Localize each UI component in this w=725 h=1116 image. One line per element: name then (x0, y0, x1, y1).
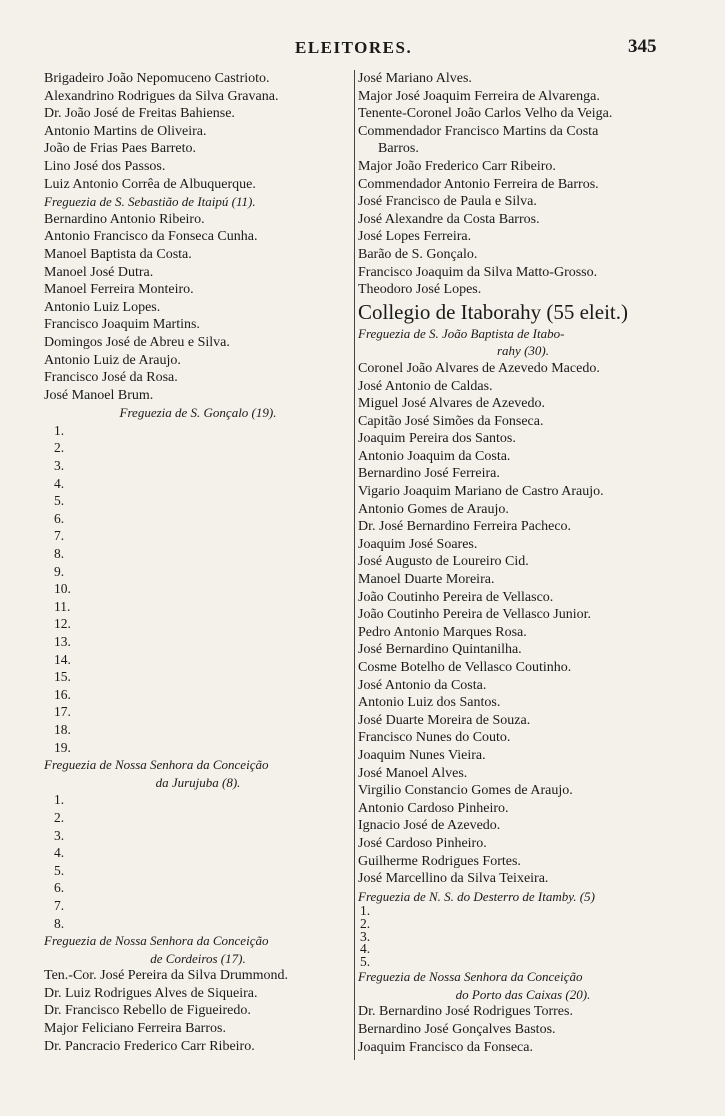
list-item: Major João Frederico Carr Ribeiro. (358, 158, 556, 174)
list-item: Bernardino Antonio Ribeiro. (44, 211, 205, 227)
list-item: Bernardino José Ferreira. (358, 466, 500, 482)
list-item: Joaquim Nunes Vieira. (358, 747, 486, 763)
list-number: 4. (360, 941, 371, 957)
list-number: 10. (54, 581, 71, 597)
section-heading-caixas: Freguezia de Nossa Senhora da Conceição (358, 969, 583, 985)
section-heading-cordeiros-cont: de Cordeiros (17). (150, 950, 246, 966)
list-item: José Mariano Alves. (358, 71, 472, 86)
list-item: Miguel José Alvares de Azevedo. (358, 396, 546, 412)
section-heading-cordeiros: Freguezia de Nossa Senhora da Conceição (44, 933, 269, 949)
list-item: Francisco José da Rosa. (44, 370, 178, 386)
list-number: 2. (54, 809, 65, 825)
list-item: Dr. Bernardino José Rodrigues Torres. (358, 1004, 573, 1020)
list-item: Guilherme Rodrigues Fortes. (358, 853, 521, 869)
list-item: Francisco Joaquim Martins. (44, 317, 200, 333)
list-item: José Alexandre da Costa Barros. (358, 211, 540, 227)
list-item: Domingos José de Abreu e Silva. (44, 334, 230, 350)
list-item: Dr. José Bernardino Ferreira Pacheco. (358, 519, 572, 535)
list-item: Pedro Antonio Marques Rosa. (358, 624, 527, 640)
list-item: Vigario Joaquim Mariano de Castro Araujo. (358, 484, 604, 500)
list-number: 15. (54, 669, 71, 685)
section-heading-jurujuba-cont: da Jurujuba (8). (155, 774, 241, 790)
list-item: João Coutinho Pereira de Vellasco. (358, 589, 554, 605)
section-heading-desterro: Freguezia de N. S. do Desterro de Itamby. (5) (358, 888, 595, 904)
list-number: 11. (54, 598, 71, 614)
list-item: José Francisco de Paula e Silva. (358, 194, 537, 210)
list-item: Capitão José Simões da Fonseca. (358, 413, 544, 429)
column-divider (354, 70, 355, 1060)
section-heading-caixas-cont: do Porto das Caixas (20). (455, 986, 591, 1002)
list-number: 13. (54, 634, 71, 649)
list-item: Antonio Martins de Oliveira. (44, 123, 207, 139)
list-item: Theodoro José Lopes. (358, 282, 482, 298)
list-item: Coronel João Alvares de Azevedo Macedo. (358, 360, 600, 376)
list-item: José Antonio de Caldas. (358, 378, 493, 394)
list-item: José Marcellino da Silva Teixeira. (358, 871, 549, 887)
list-item: Antonio Francisco da Fonseca Cunha. (44, 229, 258, 245)
list-item: Commendador Francisco Martins da Costa (358, 123, 599, 139)
list-item: Bernardino José Gonçalves Bastos. (358, 1022, 556, 1038)
section-heading-itaborahy-cont: rahy (30). (497, 343, 549, 359)
list-item: Barão de S. Gonçalo. (358, 246, 478, 262)
list-item: Antonio Cardoso Pinheiro. (358, 800, 509, 816)
list-number: 16. (54, 686, 71, 702)
list-item: Antonio Gomes de Araujo. (358, 501, 509, 517)
list-number: 2. (54, 440, 65, 456)
list-item: José Manoel Brum. (44, 387, 154, 403)
list-item: Commendador Antonio Ferreira de Barros. (358, 176, 599, 192)
list-number: 19. (54, 739, 71, 755)
list-number: 9. (54, 563, 65, 579)
list-item: Francisco Nunes do Couto. (358, 730, 511, 746)
list-item: Dr. Francisco Rebello de Figueiredo. (44, 1003, 251, 1019)
list-number: 6. (54, 510, 65, 526)
list-item: Manoel Ferreira Monteiro. (44, 282, 194, 298)
list-item: Ignacio José de Azevedo. (358, 818, 501, 834)
list-number: 3. (360, 928, 371, 944)
left-column (44, 70, 352, 1055)
list-number: 3. (54, 458, 65, 474)
list-number: 12. (54, 616, 71, 632)
list-number: 4. (54, 845, 65, 861)
list-item: Cosme Botelho de Vellasco Coutinho. (358, 660, 572, 675)
list-item: José Augusto de Loureiro Cid. (358, 554, 529, 570)
list-item: Virgilio Constancio Gomes de Araujo. (358, 783, 573, 799)
list-number: 4. (54, 475, 65, 491)
page-header (0, 36, 725, 64)
list-item: Joaquim Francisco da Fonseca. (358, 1039, 533, 1055)
list-item: Alexandrino Rodrigues da Silva Gravana. (44, 88, 279, 104)
list-item: Antonio Luiz dos Santos. (358, 695, 501, 711)
list-item: José Duarte Moreira de Souza. (358, 712, 531, 728)
list-number: 8. (54, 546, 65, 562)
list-item: Luiz Antonio Corrêa de Albuquerque. (44, 176, 256, 192)
list-item: José Bernardino Quintanilha. (358, 642, 522, 658)
list-item: Manoel Baptista da Costa. (44, 246, 192, 262)
page-number: 345 (628, 36, 657, 57)
list-item: Antonio Luiz de Araujo. (44, 352, 181, 368)
list-item: Dr. João José de Freitas Bahiense. (44, 106, 235, 122)
list-item: Manoel José Dutra. (44, 264, 154, 280)
list-number: 5. (360, 953, 371, 969)
list-item: Major Feliciano Ferreira Barros. (44, 1021, 226, 1037)
list-item: José Lopes Ferreira. (358, 229, 472, 245)
list-item: Manoel Duarte Moreira. (358, 572, 495, 588)
list-item: Brigadeiro João Nepomuceno Castrioto. (44, 71, 270, 86)
list-item: José Antonio da Costa. (358, 677, 487, 693)
list-number: 1. (54, 792, 65, 808)
list-number: 5. (54, 493, 65, 509)
list-item: Antonio Joaquim da Costa. (358, 448, 511, 464)
list-item: Dr. Luiz Rodrigues Alves de Siqueira. (44, 985, 258, 1001)
list-item: João Coutinho Pereira de Vellasco Junior. (358, 607, 592, 623)
section-heading-itaipu: Freguezia de S. Sebastião de Itaipú (11). (44, 194, 256, 210)
list-number: 2. (360, 915, 371, 931)
list-number: 6. (54, 880, 65, 896)
list-item: Francisco Joaquim da Silva Matto-Grosso. (358, 264, 598, 280)
list-item: Antonio Luiz Lopes. (44, 299, 161, 315)
list-item: Dr. Pancracio Frederico Carr Ribeiro. (44, 1038, 255, 1054)
list-item: Tenente-Coronel João Carlos Velho da Veiga. (358, 106, 613, 122)
college-heading: Collegio de Itaborahy (55 eleit.) (358, 299, 628, 324)
list-item: Ten.-Cor. José Pereira da Silva Drummond. (44, 968, 288, 984)
list-number: 3. (54, 827, 65, 843)
list-number: 18. (54, 721, 71, 737)
list-item: Joaquim José Soares. (358, 536, 478, 552)
list-item: Barros. (378, 141, 419, 157)
list-number: 5. (54, 862, 65, 878)
page-title: ELEITORES. (295, 38, 413, 57)
section-heading-itaborahy: Freguezia de S. João Baptista de Itabo- (358, 325, 565, 341)
list-number: 7. (54, 528, 65, 544)
list-item: Lino José dos Passos. (44, 158, 166, 174)
list-number: 8. (54, 915, 65, 931)
list-item: João de Frias Paes Barreto. (44, 141, 197, 157)
section-heading-goncalo: Freguezia de S. Gonçalo (19). (119, 405, 277, 421)
section-heading-jurujuba: Freguezia de Nossa Senhora da Conceição (44, 757, 269, 773)
list-number: 7. (54, 897, 65, 913)
list-number: 17. (54, 704, 71, 720)
list-item: Major José Joaquim Ferreira de Alvarenga. (358, 88, 600, 104)
list-number: 1. (360, 903, 371, 919)
list-item: José Cardoso Pinheiro. (358, 835, 487, 851)
list-item: José Manoel Alves. (358, 765, 468, 781)
right-column (358, 70, 688, 1056)
list-item: Joaquim Pereira dos Santos. (358, 431, 516, 447)
list-number: 14. (54, 651, 71, 667)
list-number: 1. (54, 422, 65, 438)
